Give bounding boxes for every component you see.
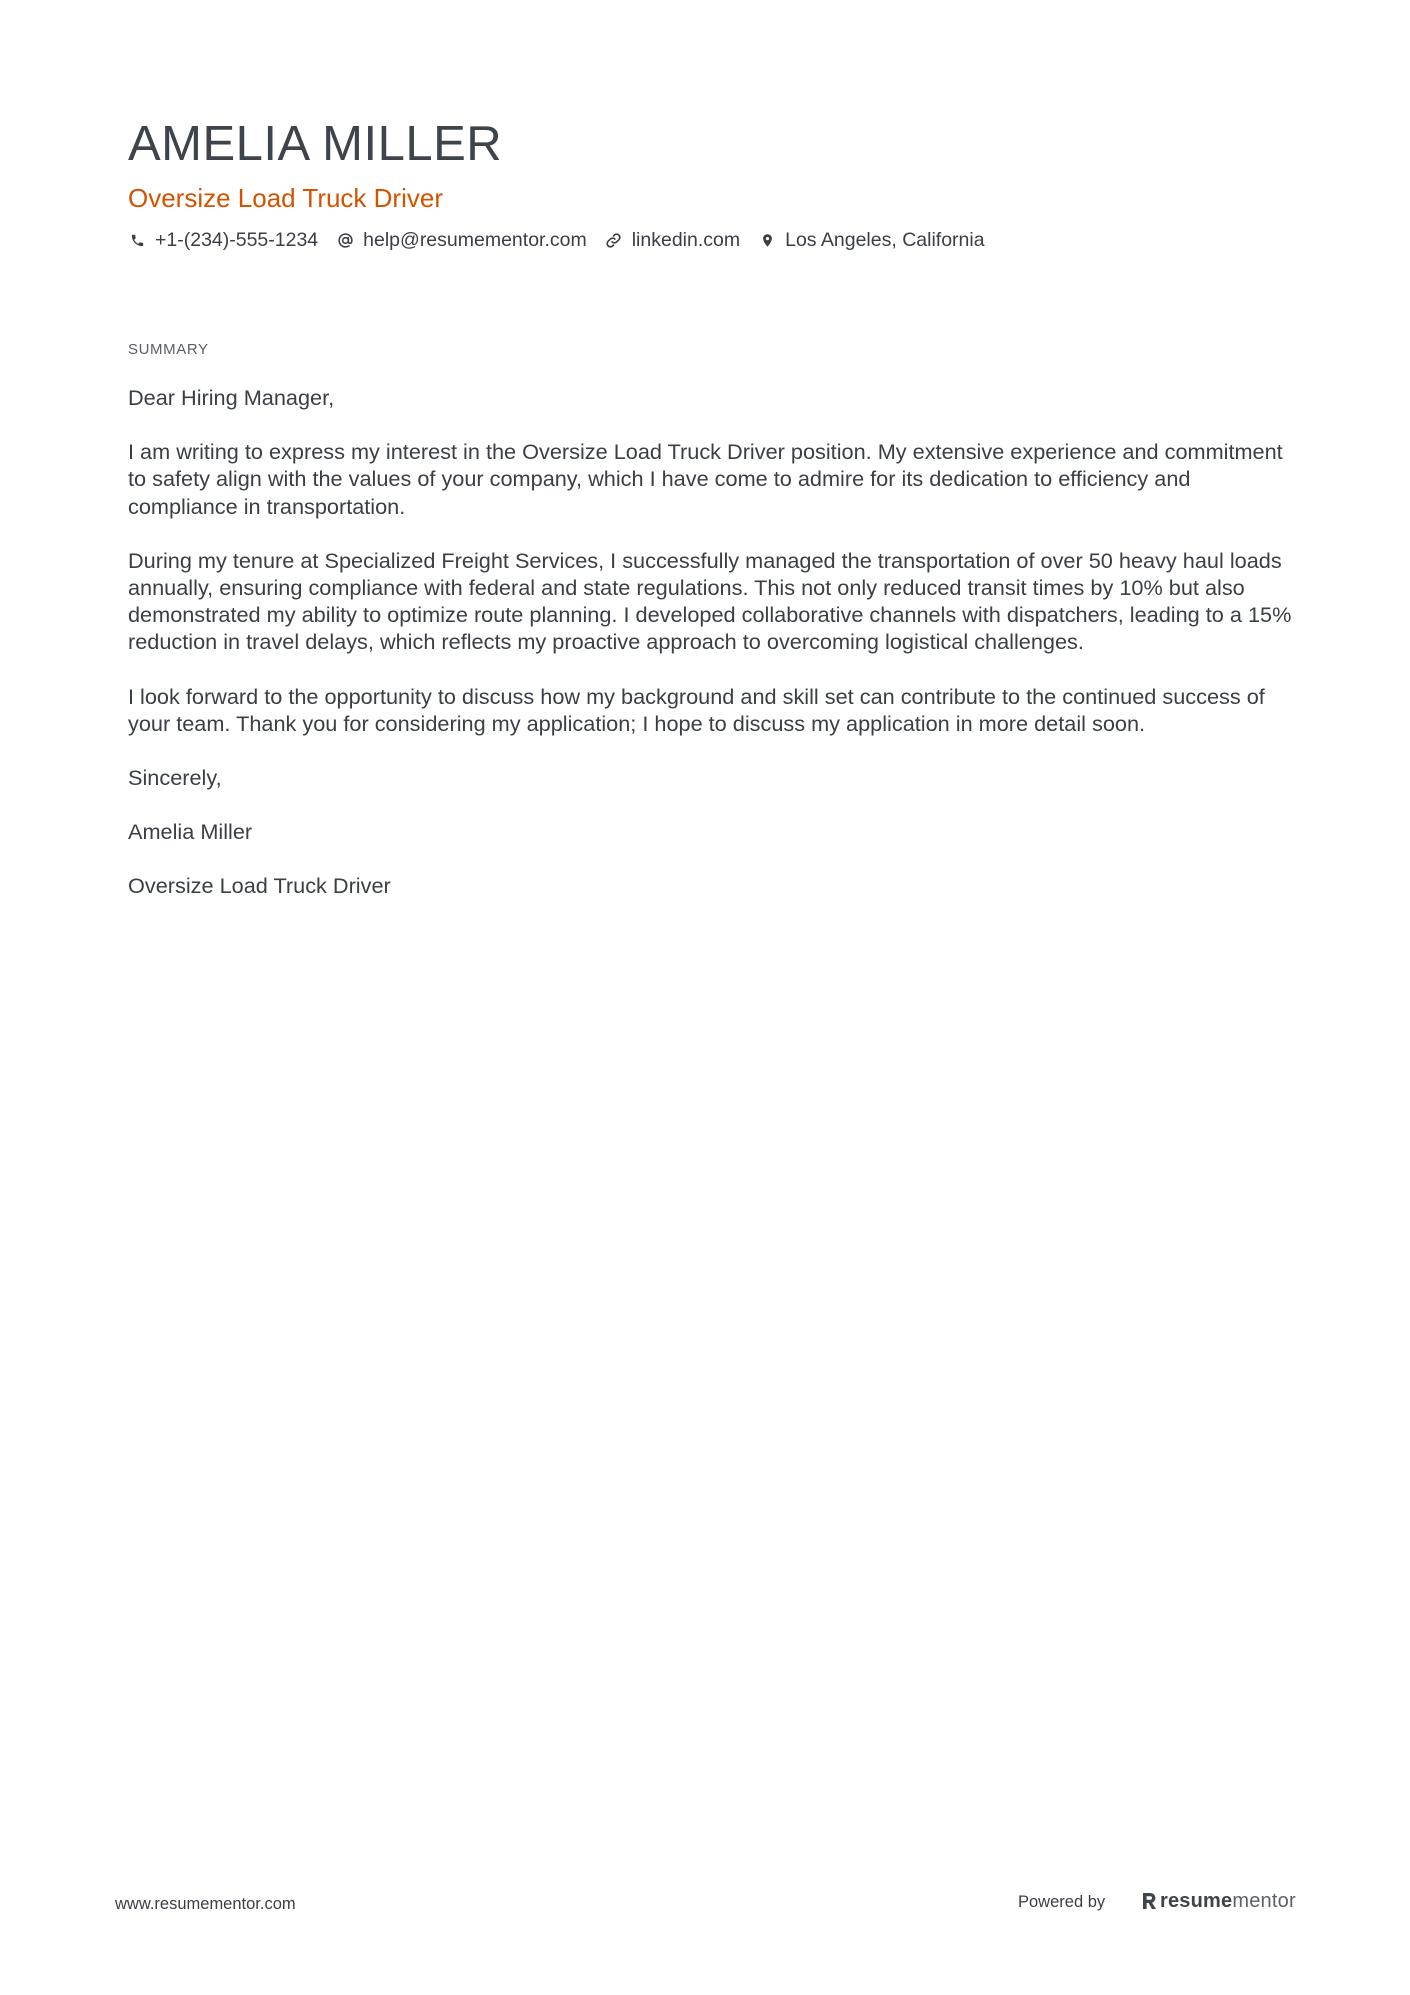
contact-website[interactable] <box>605 226 740 254</box>
at-icon <box>336 231 354 249</box>
location-text: Los Angeles, California <box>785 229 985 251</box>
letter-body <box>128 384 1293 927</box>
paragraph-intro: I am writing to express my interest in the Oversize Load Truck Driver position. My extensive experience and commitment to safety align with the values of your company, which I have come to admire for its dedication to efficiency and compliance in transportation. <box>128 439 1283 519</box>
contact-email[interactable] <box>336 226 587 254</box>
candidate-name: AMELIA MILLER <box>128 117 503 171</box>
paragraph-experience: During my tenure at Specialized Freight Services, I successfully managed the transportation of over 50 heavy haul loads annually, ensuring compliance with federal and state regulations. This not only reduced transit times by 10% but also demonstrated my ability to optimize route planning. I developed collaborative channels with dispatchers, leading to a 15% reduction in travel delays, which reflects my proactive approach to overcoming logistical challenges. <box>128 547 1292 655</box>
website-link[interactable]: linkedin.com <box>631 229 741 251</box>
closing: Sincerely, <box>128 765 222 791</box>
link-icon <box>605 231 623 249</box>
phone-number: +1-(234)-555-1234 <box>155 229 319 251</box>
map-pin-icon <box>758 231 776 249</box>
brand-name-part2: mentor <box>1232 1890 1296 1912</box>
phone-icon <box>128 231 146 249</box>
email-address[interactable]: help@resumementor.com <box>363 229 587 251</box>
candidate-job-title: Oversize Load Truck Driver <box>128 183 443 213</box>
resumementor-logo-icon <box>1141 1891 1157 1911</box>
footer-website[interactable]: www.resumementor.com <box>115 1895 296 1913</box>
contact-info <box>128 226 1003 254</box>
salutation: Dear Hiring Manager, <box>128 385 335 410</box>
brand-name-part1: resume <box>1160 1890 1233 1912</box>
signature-name: Amelia Miller <box>128 819 253 845</box>
contact-location <box>758 226 984 254</box>
footer-brand-logo[interactable] <box>1141 1888 1296 1914</box>
footer-powered-by: Powered by <box>1018 1893 1106 1911</box>
contact-phone <box>128 226 318 254</box>
signature-title: Oversize Load Truck Driver <box>128 873 391 899</box>
paragraph-closing: I look forward to the opportunity to discuss how my background and skill set can contribute to the continued success of your team. Thank you for considering my application; I hope to discuss my application in more detail soon. <box>128 683 1265 736</box>
summary-section-label: SUMMARY <box>128 341 209 358</box>
